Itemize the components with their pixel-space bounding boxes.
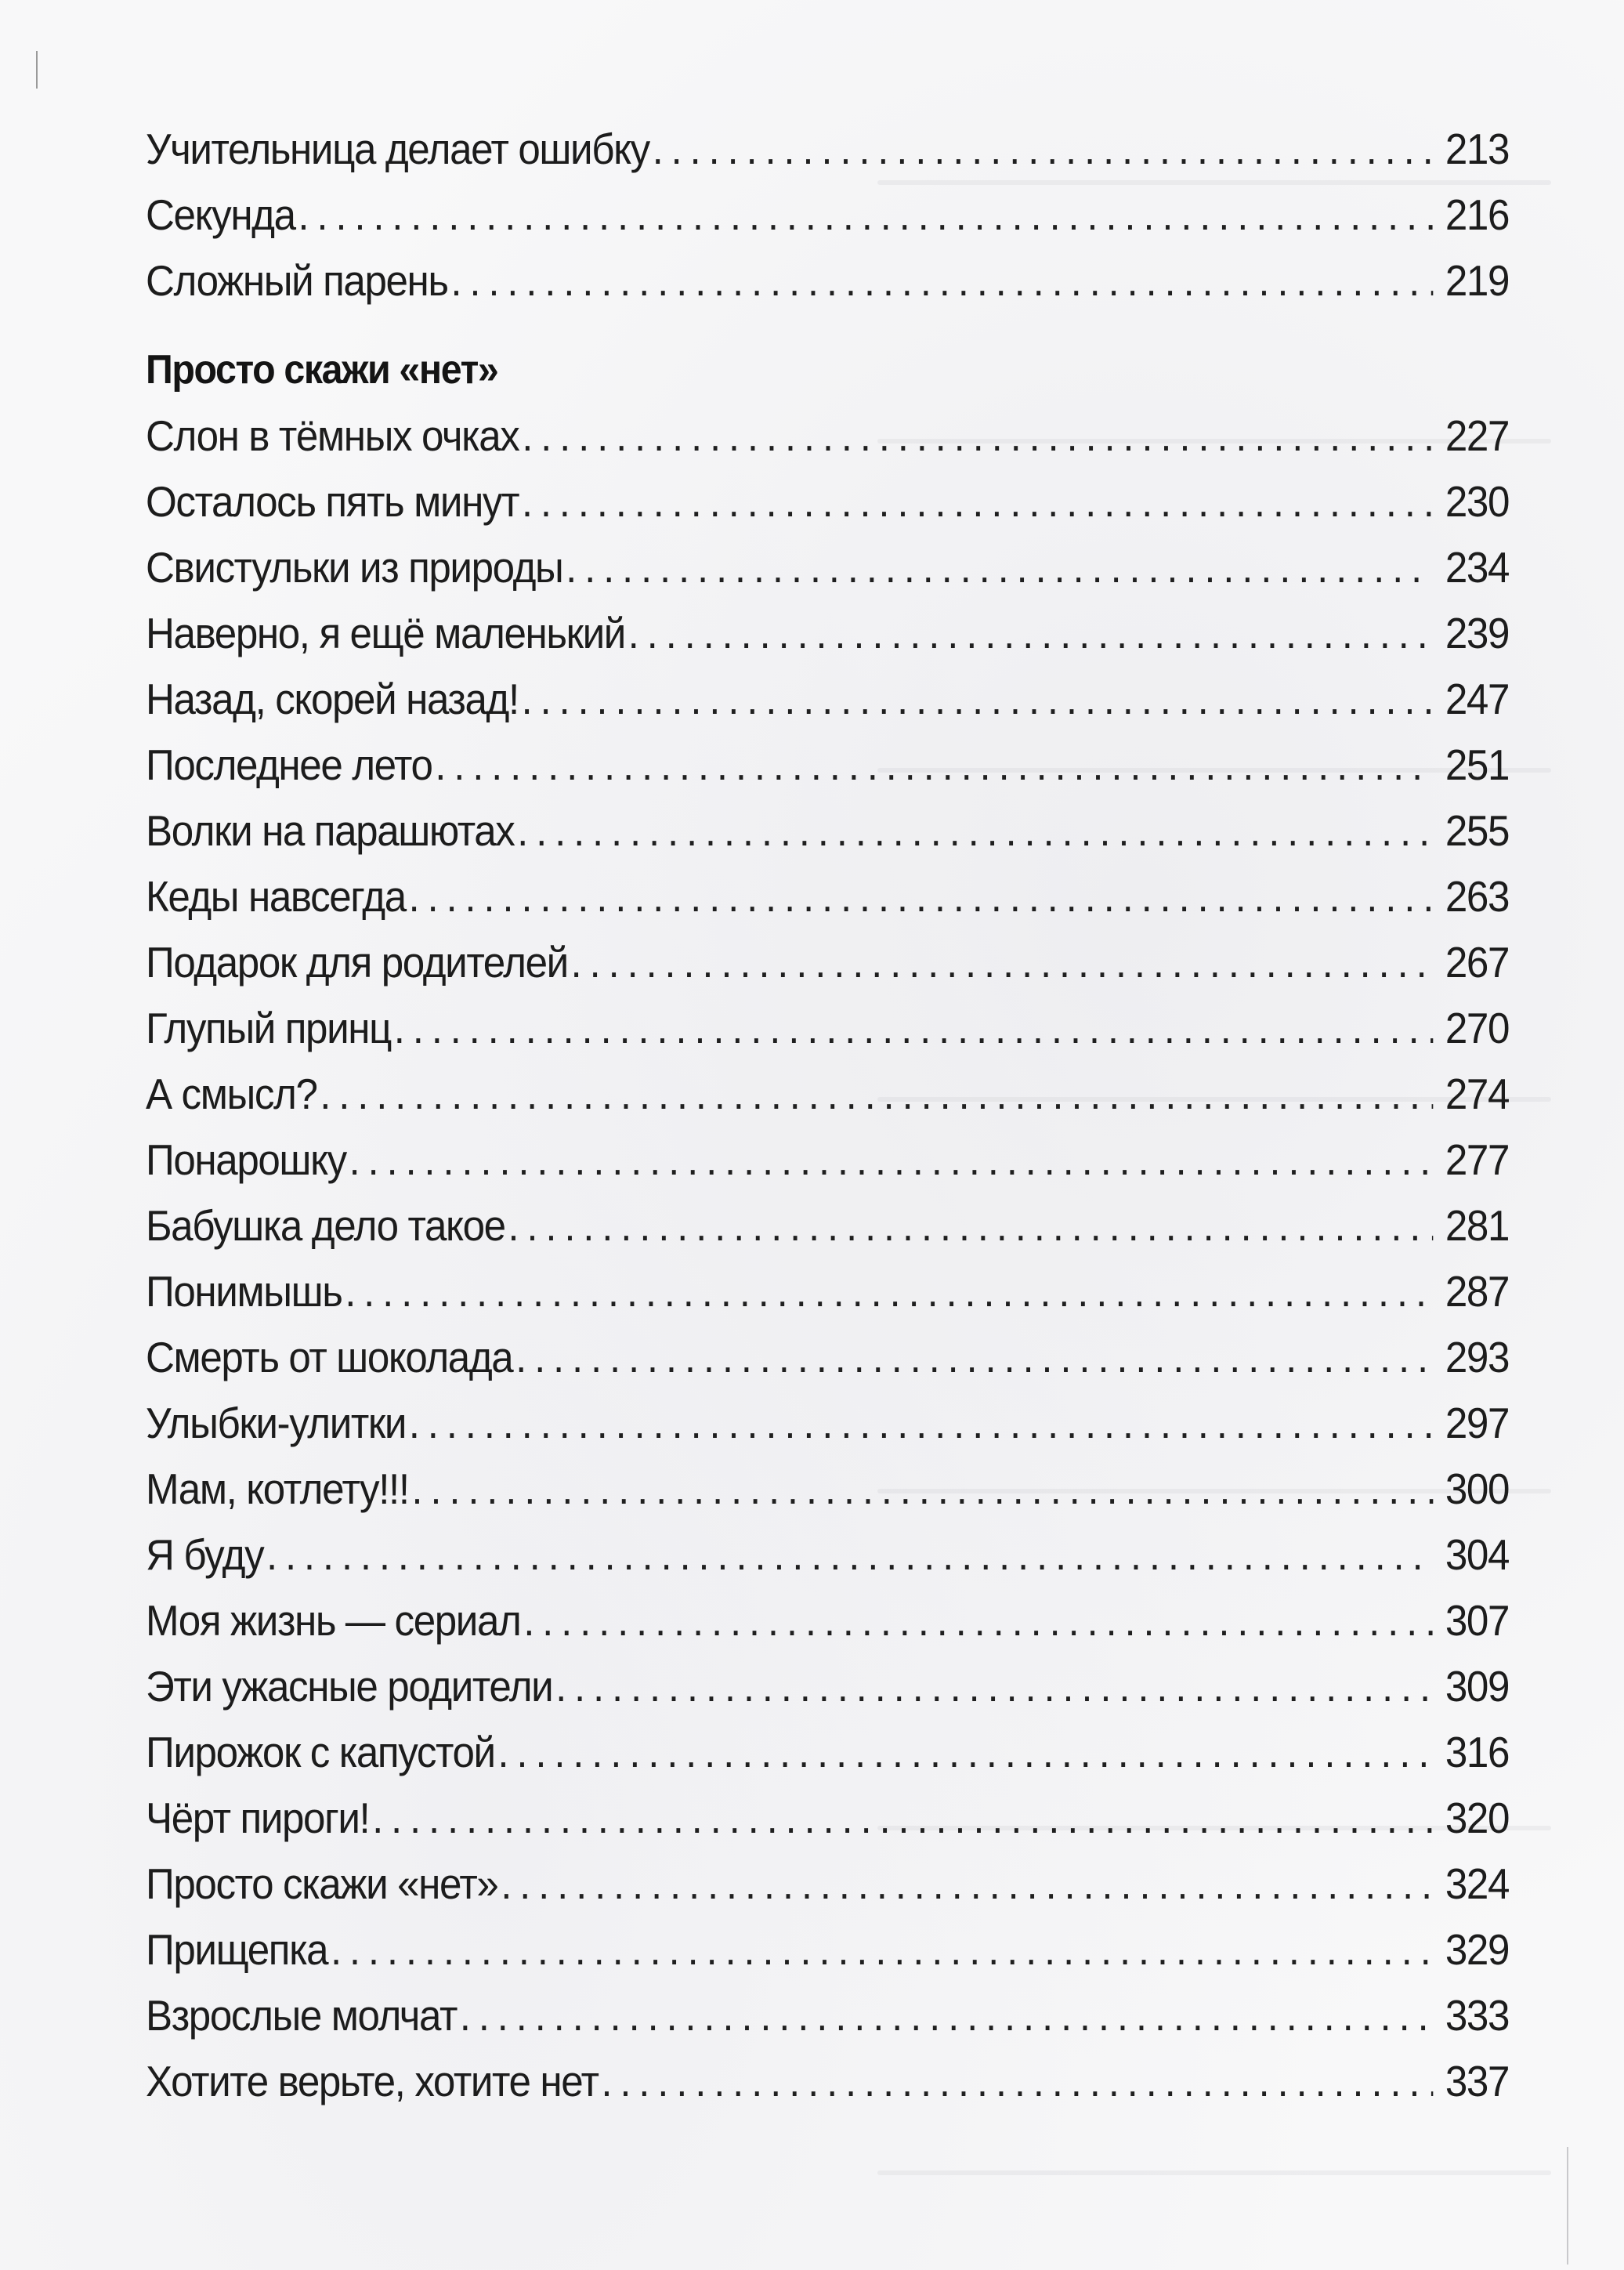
toc-entry-page: 307	[1445, 1596, 1510, 1645]
dot-leader	[409, 1390, 1434, 1456]
dot-leader	[501, 1851, 1433, 1917]
dot-leader	[331, 1917, 1433, 1982]
toc-entry	[146, 403, 1509, 469]
toc-entry-page: 329	[1445, 1925, 1510, 1974]
toc-entry	[146, 534, 1509, 600]
margin-mark-right	[1567, 2147, 1568, 2265]
toc-entry-page: 227	[1445, 411, 1510, 460]
toc-entry-title: Последнее лето	[146, 740, 432, 789]
toc-entry-page: 239	[1445, 609, 1510, 657]
dot-leader	[320, 1061, 1433, 1127]
dot-leader	[345, 1258, 1433, 1324]
margin-mark-left	[36, 51, 38, 89]
toc-entry-title: Понарошку	[146, 1135, 346, 1184]
toc-entry-title: Подарок для родителей	[146, 938, 568, 987]
toc-entry-page: 293	[1445, 1333, 1510, 1381]
dot-leader	[411, 1456, 1433, 1522]
dot-leader	[266, 1522, 1433, 1588]
toc-entry-title: Прищепка	[146, 1925, 328, 1974]
toc-entry-page: 300	[1445, 1464, 1510, 1513]
toc-entry-title: Просто скажи «нет»	[146, 1859, 498, 1908]
toc-entry	[146, 1390, 1509, 1456]
toc-entry	[146, 469, 1509, 534]
toc-entry-page: 251	[1445, 740, 1510, 789]
toc-entry	[146, 1719, 1509, 1785]
toc-entry-title: Понимышь	[146, 1267, 342, 1316]
section-entries	[146, 403, 1509, 2114]
toc-entry-title: Мам, котлету!!!	[146, 1464, 409, 1513]
dot-leader	[450, 248, 1433, 313]
toc-entry	[146, 1456, 1509, 1522]
dot-leader	[515, 1324, 1433, 1390]
toc-entry-page: 309	[1445, 1662, 1510, 1711]
toc-entry	[146, 1258, 1509, 1324]
toc-entry	[146, 2048, 1509, 2114]
toc-entry-page: 247	[1445, 675, 1510, 723]
toc-entry	[146, 1324, 1509, 1390]
dot-leader	[508, 1193, 1433, 1258]
toc-entry-title: Наверно, я ещё маленький	[146, 609, 625, 657]
toc-entry-title: Взрослые молчат	[146, 1991, 457, 2040]
toc-entry-title: Осталось пять минут	[146, 477, 519, 526]
dot-leader	[460, 1982, 1434, 2048]
dot-leader	[653, 116, 1434, 182]
show-through-line	[877, 2170, 1551, 2175]
toc-entry-page: 267	[1445, 938, 1510, 987]
dot-leader	[522, 666, 1434, 732]
toc-entry-page: 316	[1445, 1728, 1510, 1776]
toc-entry-title: Кеды навсегда	[146, 872, 406, 921]
toc-entry-title: Я буду	[146, 1530, 264, 1579]
toc-entry-page: 216	[1445, 190, 1510, 239]
dot-leader	[522, 469, 1433, 534]
toc-entry-page: 213	[1445, 125, 1510, 173]
toc-entry-page: 281	[1445, 1201, 1510, 1250]
dot-leader	[394, 995, 1434, 1061]
toc-entry	[146, 1851, 1509, 1917]
toc-entry-page: 219	[1445, 256, 1510, 305]
toc-entry	[146, 1522, 1509, 1588]
toc-entry	[146, 798, 1509, 863]
toc-entry-title: Пирожок с капустой	[146, 1728, 495, 1776]
toc-entry	[146, 248, 1509, 313]
toc-entry	[146, 929, 1509, 995]
toc-entry	[146, 1982, 1509, 2048]
section-heading: Просто скажи «нет»	[146, 347, 498, 393]
toc-entry-page: 297	[1445, 1399, 1510, 1447]
toc-entry	[146, 182, 1509, 248]
toc-entry-page: 230	[1445, 477, 1510, 526]
toc-entry-title: Секунда	[146, 190, 295, 239]
toc-entry-page: 287	[1445, 1267, 1510, 1316]
toc-entry-title: Улыбки-улитки	[146, 1399, 407, 1447]
table-of-contents	[146, 116, 1509, 2114]
toc-entry	[146, 1588, 1509, 1653]
dot-leader	[628, 600, 1434, 666]
toc-entry-page: 274	[1445, 1070, 1510, 1118]
toc-entry-title: Бабушка дело такое	[146, 1201, 505, 1250]
dot-leader	[522, 403, 1433, 469]
toc-entry-page: 324	[1445, 1859, 1510, 1908]
toc-entry	[146, 666, 1509, 732]
toc-entry	[146, 600, 1509, 666]
dot-leader	[349, 1127, 1434, 1193]
toc-entry	[146, 1917, 1509, 1982]
toc-entry-title: Сложный парень	[146, 256, 448, 305]
dot-leader	[517, 798, 1433, 863]
dot-leader	[601, 2048, 1433, 2114]
toc-entry-title: Глупый принц	[146, 1004, 392, 1052]
dot-leader	[497, 1719, 1433, 1785]
dot-leader	[408, 863, 1433, 929]
dot-leader	[372, 1785, 1433, 1851]
toc-entry-title: Назад, скорей назад!	[146, 675, 519, 723]
toc-entry-title: Хотите верьте, хотите нет	[146, 2057, 599, 2105]
toc-entry	[146, 1193, 1509, 1258]
toc-entry-page: 333	[1445, 1991, 1510, 2040]
dot-leader	[555, 1653, 1433, 1719]
toc-entry-page: 337	[1445, 2057, 1510, 2105]
toc-entry-page: 320	[1445, 1794, 1510, 1842]
toc-entry	[146, 1127, 1509, 1193]
toc-entry	[146, 995, 1509, 1061]
toc-entry	[146, 1061, 1509, 1127]
toc-entry-title: Моя жизнь — сериал	[146, 1596, 521, 1645]
toc-entry	[146, 732, 1509, 798]
toc-entry-page: 255	[1445, 806, 1510, 855]
toc-entry-page: 270	[1445, 1004, 1510, 1052]
toc-entry-title: А смысл?	[146, 1070, 317, 1118]
toc-entry-title: Эти ужасные родители	[146, 1662, 553, 1711]
dot-leader	[571, 929, 1434, 995]
dot-leader	[523, 1588, 1433, 1653]
toc-entry-page: 277	[1445, 1135, 1510, 1184]
toc-entry-title: Чёрт пироги!	[146, 1794, 370, 1842]
toc-entry	[146, 1785, 1509, 1851]
toc-entry-title: Смерть от шоколада	[146, 1333, 513, 1381]
toc-entry	[146, 116, 1509, 182]
toc-entry	[146, 863, 1509, 929]
toc-entry-title: Волки на парашютах	[146, 806, 515, 855]
toc-entry-title: Слон в тёмных очках	[146, 411, 519, 460]
dot-leader	[298, 182, 1433, 248]
toc-entry	[146, 1653, 1509, 1719]
toc-entry-title: Свистульки из природы	[146, 543, 563, 592]
dot-leader	[566, 534, 1433, 600]
dot-leader	[435, 732, 1433, 798]
toc-entry-page: 263	[1445, 872, 1510, 921]
toc-entry-page: 304	[1445, 1530, 1510, 1579]
toc-entry-title: Учительница делает ошибку	[146, 125, 649, 173]
toc-entry-page: 234	[1445, 543, 1510, 592]
